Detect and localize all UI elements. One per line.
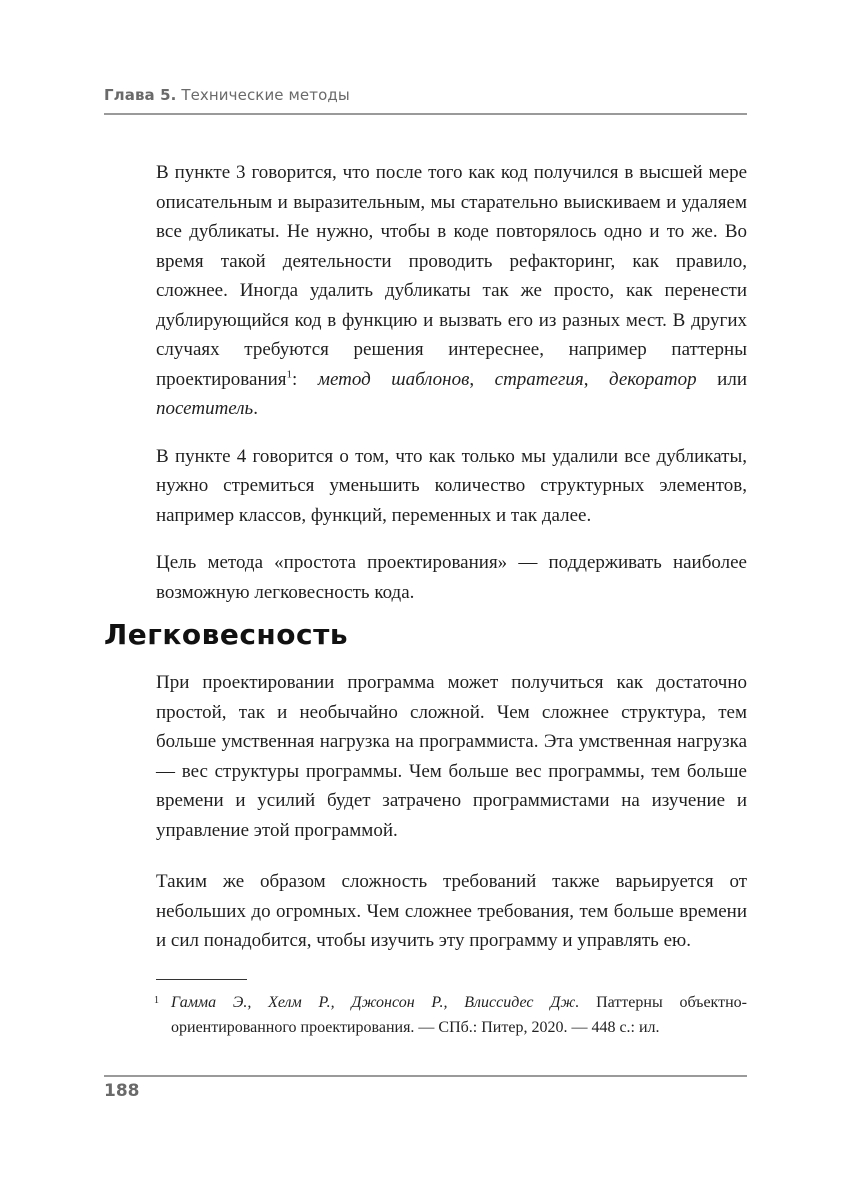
pattern-decorator: декоратор — [608, 368, 697, 390]
paragraph-1-text: В пункте 3 говорится, что после того как код получился в высшей мере описательным и выразительным, мы старательно выискиваем и удаляем все дубликаты. Не нужно, чтобы в коде повторялось одно и то же. Во время такой деятельности проводить рефакторинг, как правило, сложнее. Иногда удалить дубликаты так же просто, как перенести дублирующийся код в функцию и вызвать его из разных мест. В других случаях требуются решения интереснее, например паттерны проектирования — [156, 162, 747, 390]
header-rule — [104, 113, 747, 115]
pattern-strategy: стратегия — [494, 368, 584, 390]
pattern-template-method: метод шаблонов — [317, 368, 470, 390]
pattern-visitor: посетитель — [156, 398, 254, 419]
footnote-authors: Гамма Э., Хелм Р., Джонсон Р., Влиссидес Дж. — [171, 994, 580, 1011]
chapter-number: Глава 5. — [104, 86, 177, 104]
footer-rule — [104, 1075, 747, 1077]
paragraph-1 — [156, 158, 747, 424]
footnote-rule — [156, 979, 247, 980]
colon-text: : — [292, 368, 318, 390]
footnote-text — [156, 990, 747, 1040]
separator-3: или — [696, 368, 747, 390]
section-body — [156, 668, 747, 978]
section-heading: Легковесность — [104, 618, 349, 651]
paragraph-1-end: . — [253, 398, 258, 419]
separator-2: , — [583, 368, 609, 390]
separator-1: , — [469, 368, 495, 390]
page-number: 188 — [104, 1081, 140, 1101]
footnote-ref: 1 — [286, 368, 293, 381]
running-head — [104, 86, 350, 104]
section-paragraph-2: Таким же образом сложность требований также варьируется от небольших до огромных. Чем сложнее требования, тем больше времени и сил понадобится, чтобы изучить эту программу и управлять ею. — [156, 871, 747, 951]
section-paragraph-1: При проектировании программа может получиться как достаточно простой, так и необычайно сложной. Чем сложнее структура, тем больше умственная нагрузка на программиста. Эта умственная нагрузка — вес структуры программы. Чем больше вес программы, тем больше времени и усилий будет затрачено программистами на изучение и управление этой программой. — [156, 672, 747, 841]
paragraph-3: Цель метода «простота проектирования» — поддерживать наиболее возможную легковесность кода. — [156, 552, 747, 603]
paragraph-2: В пункте 4 говорится о том, что как только мы удалили все дубликаты, нужно стремиться уменьшить количество структурных элементов, например классов, функций, переменных и так далее. — [156, 445, 747, 526]
footnote — [156, 990, 747, 1040]
body-text — [156, 158, 747, 625]
footnote-mark: 1 — [154, 995, 159, 1006]
footnote-citation: Паттерны объектно-ориентированного проектирования. — СПб.: Питер, 2020. — 448 с.: ил. — [171, 994, 748, 1036]
chapter-title: Технические методы — [181, 86, 350, 104]
